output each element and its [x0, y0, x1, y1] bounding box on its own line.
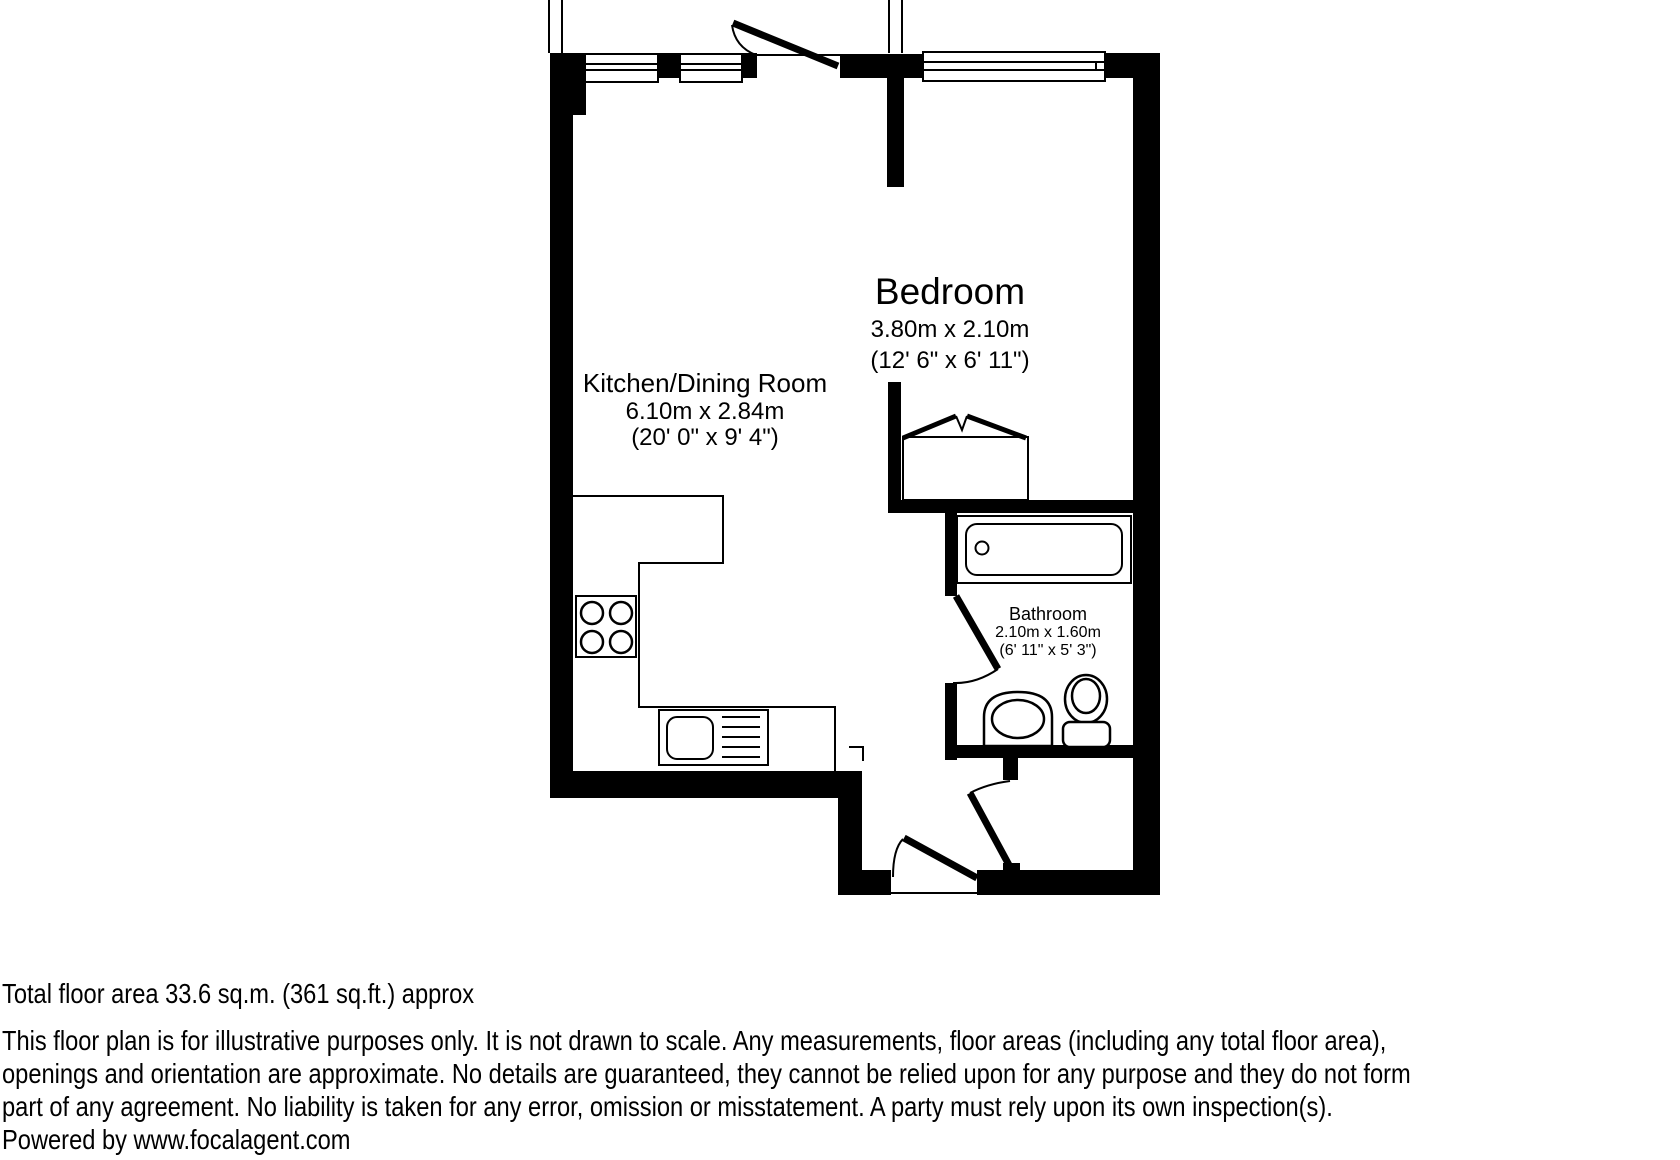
toilet-bowl [1072, 679, 1100, 713]
wall-right [1133, 53, 1160, 895]
kitchen-dimensions-metric: 6.10m x 2.84m [625, 398, 785, 425]
disclaimer-line-1: This floor plan is for illustrative purposes only. It is not drawn to scale. Any measurements, floor areas (including any total floor area), [2, 1025, 1387, 1056]
wall-below-wardrobe [888, 500, 1133, 513]
wardrobe-door-line [967, 416, 1026, 438]
wall-divider-upper [887, 78, 904, 187]
hall-door [970, 781, 1010, 865]
wash-basin [984, 692, 1052, 746]
walls [550, 53, 1160, 895]
hob-burner [581, 631, 603, 653]
bedroom-dimensions-imperial: (12' 6" x 6' 11") [870, 347, 1030, 374]
kitchen-fittings [573, 496, 863, 771]
wardrobe [903, 416, 1028, 500]
window-frame [585, 54, 658, 82]
sink-basin [667, 717, 713, 759]
wall-left [550, 53, 573, 798]
bathtub [957, 516, 1131, 583]
disclaimer-line-2: openings and orientation are approximate. No details are guaranteed, they cannot be relied upon for any purpose and they do not form [2, 1058, 1411, 1089]
wall-kitchen-bottom [550, 771, 862, 798]
kitchen-window-2 [680, 54, 742, 82]
disclaimer-line-3: part of any agreement. No liability is taken for any error, omission or misstatement. A party must rely upon its own inspection(s). [2, 1091, 1333, 1122]
wardrobe-door-line [903, 416, 956, 438]
hob-burner [581, 602, 603, 624]
sink-unit [659, 710, 768, 765]
main-entrance-door [891, 838, 977, 893]
hob-burner [610, 602, 632, 624]
kitchen-label: Kitchen/Dining Room [582, 368, 828, 398]
hob-burner [610, 631, 632, 653]
bathtub-inner [966, 524, 1122, 575]
wall-bottom-left [838, 870, 891, 895]
wall-bathroom-door-stub [1003, 758, 1018, 780]
wall-corner-mark [849, 747, 863, 761]
total-floor-area: Total floor area 33.6 sq.m. (361 sq.ft.) approx [2, 978, 475, 1009]
door-swing-arc [970, 781, 1010, 793]
wall-divider-lower [888, 382, 901, 513]
bedroom-dimensions-metric: 3.80m x 2.10m [870, 316, 1030, 343]
bathroom-door [953, 596, 998, 683]
exterior-projection-lines [549, 0, 902, 53]
footer [2, 977, 1411, 1156]
bathtub-drain [976, 542, 989, 555]
window-frame [680, 54, 742, 82]
hob [576, 596, 636, 657]
toilet-cistern [1063, 722, 1110, 747]
toilet [1063, 675, 1110, 747]
basin-bowl [992, 700, 1044, 738]
bathroom-label: Bathroom [1008, 604, 1088, 624]
window-frame [923, 52, 1105, 81]
door-swing-arc [953, 669, 998, 683]
powered-by: Powered by www.focalagent.com [2, 1124, 351, 1155]
kitchen-window-1 [585, 54, 658, 82]
bathroom-dimensions-metric: 2.10m x 1.60m [995, 624, 1101, 641]
wall-top-door-jamb [840, 54, 923, 78]
door-leaf [904, 838, 977, 878]
door-leaf [970, 793, 1009, 865]
bedroom-window [923, 52, 1105, 81]
kitchen-dimensions-imperial: (20' 0" x 9' 4") [631, 424, 779, 451]
wardrobe-box [903, 437, 1028, 500]
door-leaf [956, 596, 998, 669]
bathroom-dimensions-imperial: (6' 11" x 5' 3") [999, 642, 1097, 659]
wardrobe-notch [956, 416, 967, 430]
wall-bathroom-left-upper [945, 513, 957, 596]
bedroom-label: Bedroom [874, 271, 1026, 312]
door-swing-arc [893, 839, 903, 877]
